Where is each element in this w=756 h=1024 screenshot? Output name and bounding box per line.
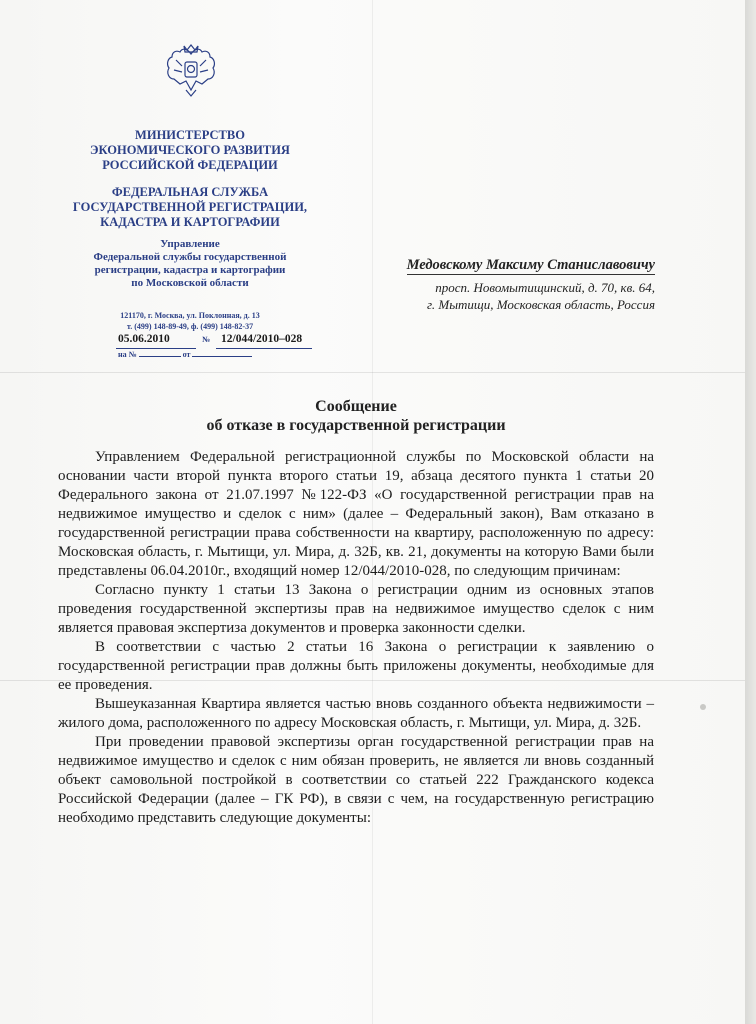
document-subtitle: об отказе в государственной регистрации (206, 417, 506, 434)
sender-phone: т. (499) 148-89-49, ф. (499) 148-82-37 (126, 322, 254, 331)
department-name: Управление Федеральной службы государственной регистрации, кадастра и картографии по Московской области (93, 238, 287, 289)
recipient-name: Медовскому Максиму Станиславовичу (406, 257, 655, 273)
sender-address: 121170, г. Москва, ул. Поклонная, д. 13 (120, 311, 260, 320)
body-paragraph: Вышеуказанная Квартира является частью вновь созданного объекта недвижимости – жилого дома, расположенного по адресу Московская область, г. Мытищи, ул. Мира, д. 32Б. (58, 696, 654, 731)
body-paragraph: Управлением Федеральной регистрационной службы по Московской области на основании части второй пункта второго статьи 19, абзаца десятого пункта 1 статьи 20 Федерального закона от 21.07.1997 №122-ФЗ «О государственной регистрации прав на недвижимое имущество и сделок с ним» (далее – Федеральный закон), Вам отказано в государственной регистрации права собственности на квартиру, расположенную по адресу: Московская область, г. Мытищи, ул. Мира, д. 32Б, кв. 21, документы на которую Вами были представлены 06.04.2010г., входящий номер 12/044/2010-028, по следующим причинам: (58, 449, 654, 579)
recipient-address-line2: г. Мытищи, Московская область, Россия (426, 297, 655, 312)
ministry-name: МИНИСТЕРСТВО ЭКОНОМИЧЕСКОГО РАЗВИТИЯ РОССИЙСКОЙ ФЕДЕРАЦИИ (90, 128, 290, 172)
scan-edge (745, 0, 756, 1024)
body-paragraph: При проведении правовой экспертизы орган государственной регистрации прав на недвижимое имущество и сделок с ним обязан проверить, не является ли вновь созданный объект самовольной постройкой в соответствии со статьей 222 Гражданского кодекса Российской Федерации (далее – ГК РФ), в связи с чем, на государственную регистрацию необходимо представить следующие документы: (58, 734, 654, 826)
document-body (58, 448, 654, 828)
body-paragraph: В соответствии с частью 2 статьи 16 Закона о регистрации к заявлению о государственной регистрации прав должны быть приложены документы, необходимые для ее проведения. (58, 639, 654, 693)
reference-line: на № от (118, 350, 254, 359)
body-paragraph: Согласно пункту 1 статьи 13 Закона о регистрации одним из основных этапов проведения государственной экспертизы прав на недвижимое имущество сделок с ним является правовая экспертиза документов и проверка законности сделки. (58, 582, 654, 636)
service-name: ФЕДЕРАЛЬНАЯ СЛУЖБА ГОСУДАРСТВЕННОЙ РЕГИСТРАЦИИ, КАДАСТРА И КАРТОГРАФИИ (72, 185, 308, 229)
number-prefix: № (202, 335, 211, 344)
recipient-address-line1: просп. Новомытищинский, д. 70, кв. 64, (435, 280, 655, 295)
document-date: 05.06.2010 (118, 333, 170, 345)
paper-spot (700, 704, 706, 710)
document-title: Сообщение (315, 398, 397, 415)
document-number: 12/044/2010–028 (221, 333, 303, 345)
double-headed-eagle-emblem-icon (160, 40, 222, 102)
